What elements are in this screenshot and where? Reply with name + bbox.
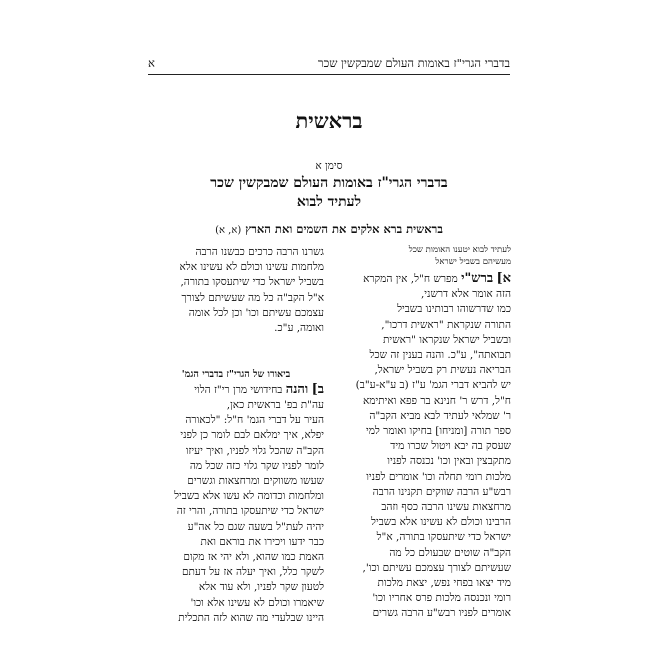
paragraph-first-line bbox=[148, 382, 324, 398]
paragraph-lead-word: והנה bbox=[285, 381, 309, 397]
paragraph-lead-word: ברש"י bbox=[461, 271, 494, 286]
text-line: העיר על דברי הגמ' ח"ל: "לכאורה bbox=[185, 414, 324, 427]
text-line: לטעון שקר לפניו, ולא עוד אלא bbox=[198, 581, 324, 594]
siman-label: סימן א bbox=[315, 160, 343, 172]
text-line: שעשו משווקים ומרחצאות וגשרים bbox=[187, 475, 324, 488]
text-line: הרבינו וכולם לא עשינו אלא בשביל bbox=[371, 516, 511, 529]
text-line: שעסק בה יבא ויטול שכרו מיד bbox=[390, 440, 511, 453]
side-note bbox=[335, 245, 511, 268]
text-line: כמו שדרשוהו רבותינו בשביל bbox=[397, 303, 511, 316]
text-line: שעשיתם לצורך עצמכם עשיתם וכו', bbox=[362, 561, 511, 574]
text-line: מלחמות עשינו וכולם לא עשינו אלא bbox=[179, 261, 324, 274]
text-line: עצמכם עשיתם וכו' וכן לכל אומה bbox=[188, 306, 324, 319]
verse-text: בראשית ברא אלקים את השמים ואת הארץ bbox=[245, 222, 443, 236]
text-line: תבואתה", ע"כ. והנה בענין זה שכל bbox=[369, 349, 511, 362]
text-line: לשקר כלל, ואיך יעלה אז על דעתם bbox=[181, 566, 324, 579]
verse-heading bbox=[148, 222, 510, 236]
text-line: היינו שבלעדי מה שהוא לזה התכלית bbox=[178, 611, 324, 624]
text-line: ישראל כדי שיתעסקו בתורה, א"ל bbox=[376, 531, 511, 544]
text-line: הקב"ה שוטים שבעולם כל מה bbox=[389, 546, 511, 559]
text-line: יהיה לעת"ל בשעה שגם כל אה"ע bbox=[187, 520, 324, 533]
side-note-line: מעשיהם בשביל ישראל bbox=[435, 256, 511, 267]
text-line: מתקבצין ובאין וכו' נכנסה לפניו bbox=[387, 455, 511, 468]
text-line: רבש"ע הרבה שווקים תקנינו הרבה bbox=[372, 485, 511, 498]
text-line: מרחצאות עשינו הרבה כסף וזהב bbox=[381, 501, 511, 514]
right-column bbox=[335, 245, 511, 622]
text-line: ספר תורה [ומניחו] בחיקו ואומר למי bbox=[365, 425, 511, 438]
text-line: בשביל ישראל כדי שיתעסקו בתורה, bbox=[180, 276, 324, 289]
text-line: הקב"ה שהכל גלוי לפניו, ואיך יעיזו bbox=[185, 444, 324, 457]
text-line: הבריאה נעשית רק בשביל ישראל, bbox=[374, 364, 511, 377]
text-line: אומרים לפניו רבש"ע הרבה גשרים bbox=[372, 607, 511, 620]
verse-reference: (א, א) bbox=[215, 225, 242, 236]
text-line: יש להביא דברי הגמ' ע"ז (ב ע"א-ע"ב) bbox=[355, 379, 511, 392]
text-line: כבר ידעו ויכירו את בוראם ואת bbox=[200, 535, 324, 548]
paragraph-first-line bbox=[335, 271, 511, 287]
text-line: א"ל הקב"ה כל מה שעשיתם לצורך bbox=[181, 291, 324, 304]
text-line: רומי ונכנסה מלכות פרס אחריו וכו' bbox=[372, 592, 511, 605]
running-title: בדברי הגרי"ז באומות העולם שמבקשין שכר bbox=[317, 56, 510, 70]
side-note-line: לעתיד לבוא יטענו האומות שכל bbox=[408, 245, 511, 255]
text-line: גשרנו הרבה כרכים כבשנו הרבה bbox=[195, 246, 324, 258]
spacer bbox=[148, 336, 324, 351]
paragraph-mark: א] bbox=[496, 271, 511, 286]
text-line: ומלחמות וכדומה לא עשו אלא בשביל bbox=[174, 490, 324, 503]
left-column bbox=[148, 245, 324, 626]
chapter-title: בראשית bbox=[295, 108, 363, 133]
text-line: מלכות רומי תחלה וכו' אומרים לפניו bbox=[366, 470, 511, 483]
text-line: לומר לפניו שקר גלוי כזה שכל מה bbox=[189, 459, 324, 472]
text-line: ובשביל ישראל שנקראו "ראשית bbox=[383, 333, 511, 346]
page-number: א bbox=[148, 56, 155, 70]
text-line: שיאמרו וכולם לא עשינו אלא וכו' bbox=[190, 596, 324, 609]
text-line: מיד יצאו בפחי נפש, יצאת מלכות bbox=[377, 577, 511, 590]
text-line: ר' שמלאי לעתיד לבא מביא הקב"ה bbox=[369, 409, 511, 422]
text-line: האמת כמו שהוא, ולא יהי אז מקום bbox=[183, 551, 324, 564]
text-line: בחידושי מרן רי"ז הלוי bbox=[194, 383, 283, 396]
running-header bbox=[148, 56, 510, 70]
text-line: ואומה, ע"כ. bbox=[274, 322, 324, 335]
siman-title-line: בדברי הגרי"ז באומות העולם שמבקשין שכר bbox=[210, 175, 448, 191]
siman-title bbox=[148, 174, 510, 212]
text-line: הזה אומר אלא דרשני, bbox=[420, 288, 511, 301]
text-line: יפלא, איך ימלאם לבם לומר כן לפני bbox=[180, 429, 324, 442]
text-line: עה"ת בפ' בראשית כאן, bbox=[226, 399, 324, 412]
text-line: מפרש ח"ל, אין המקרא bbox=[363, 273, 458, 285]
siman-title-line: לעתיד לבוא bbox=[296, 194, 362, 210]
spacer bbox=[148, 351, 324, 366]
text-line: ח"ל, דרש ר' חנינא בר פפא ואיתימא bbox=[362, 394, 511, 407]
header-rule bbox=[148, 74, 510, 75]
paragraph-mark: ב] bbox=[311, 381, 324, 397]
text-line: התורה שנקראת "ראשית דרכו", bbox=[381, 318, 511, 331]
section-subheading: ביאורו של הגרי"ז בדברי הגמ' bbox=[181, 368, 291, 380]
text-line: ישראל כדי שיתעסקו בתורה, והרי זה bbox=[176, 505, 324, 518]
